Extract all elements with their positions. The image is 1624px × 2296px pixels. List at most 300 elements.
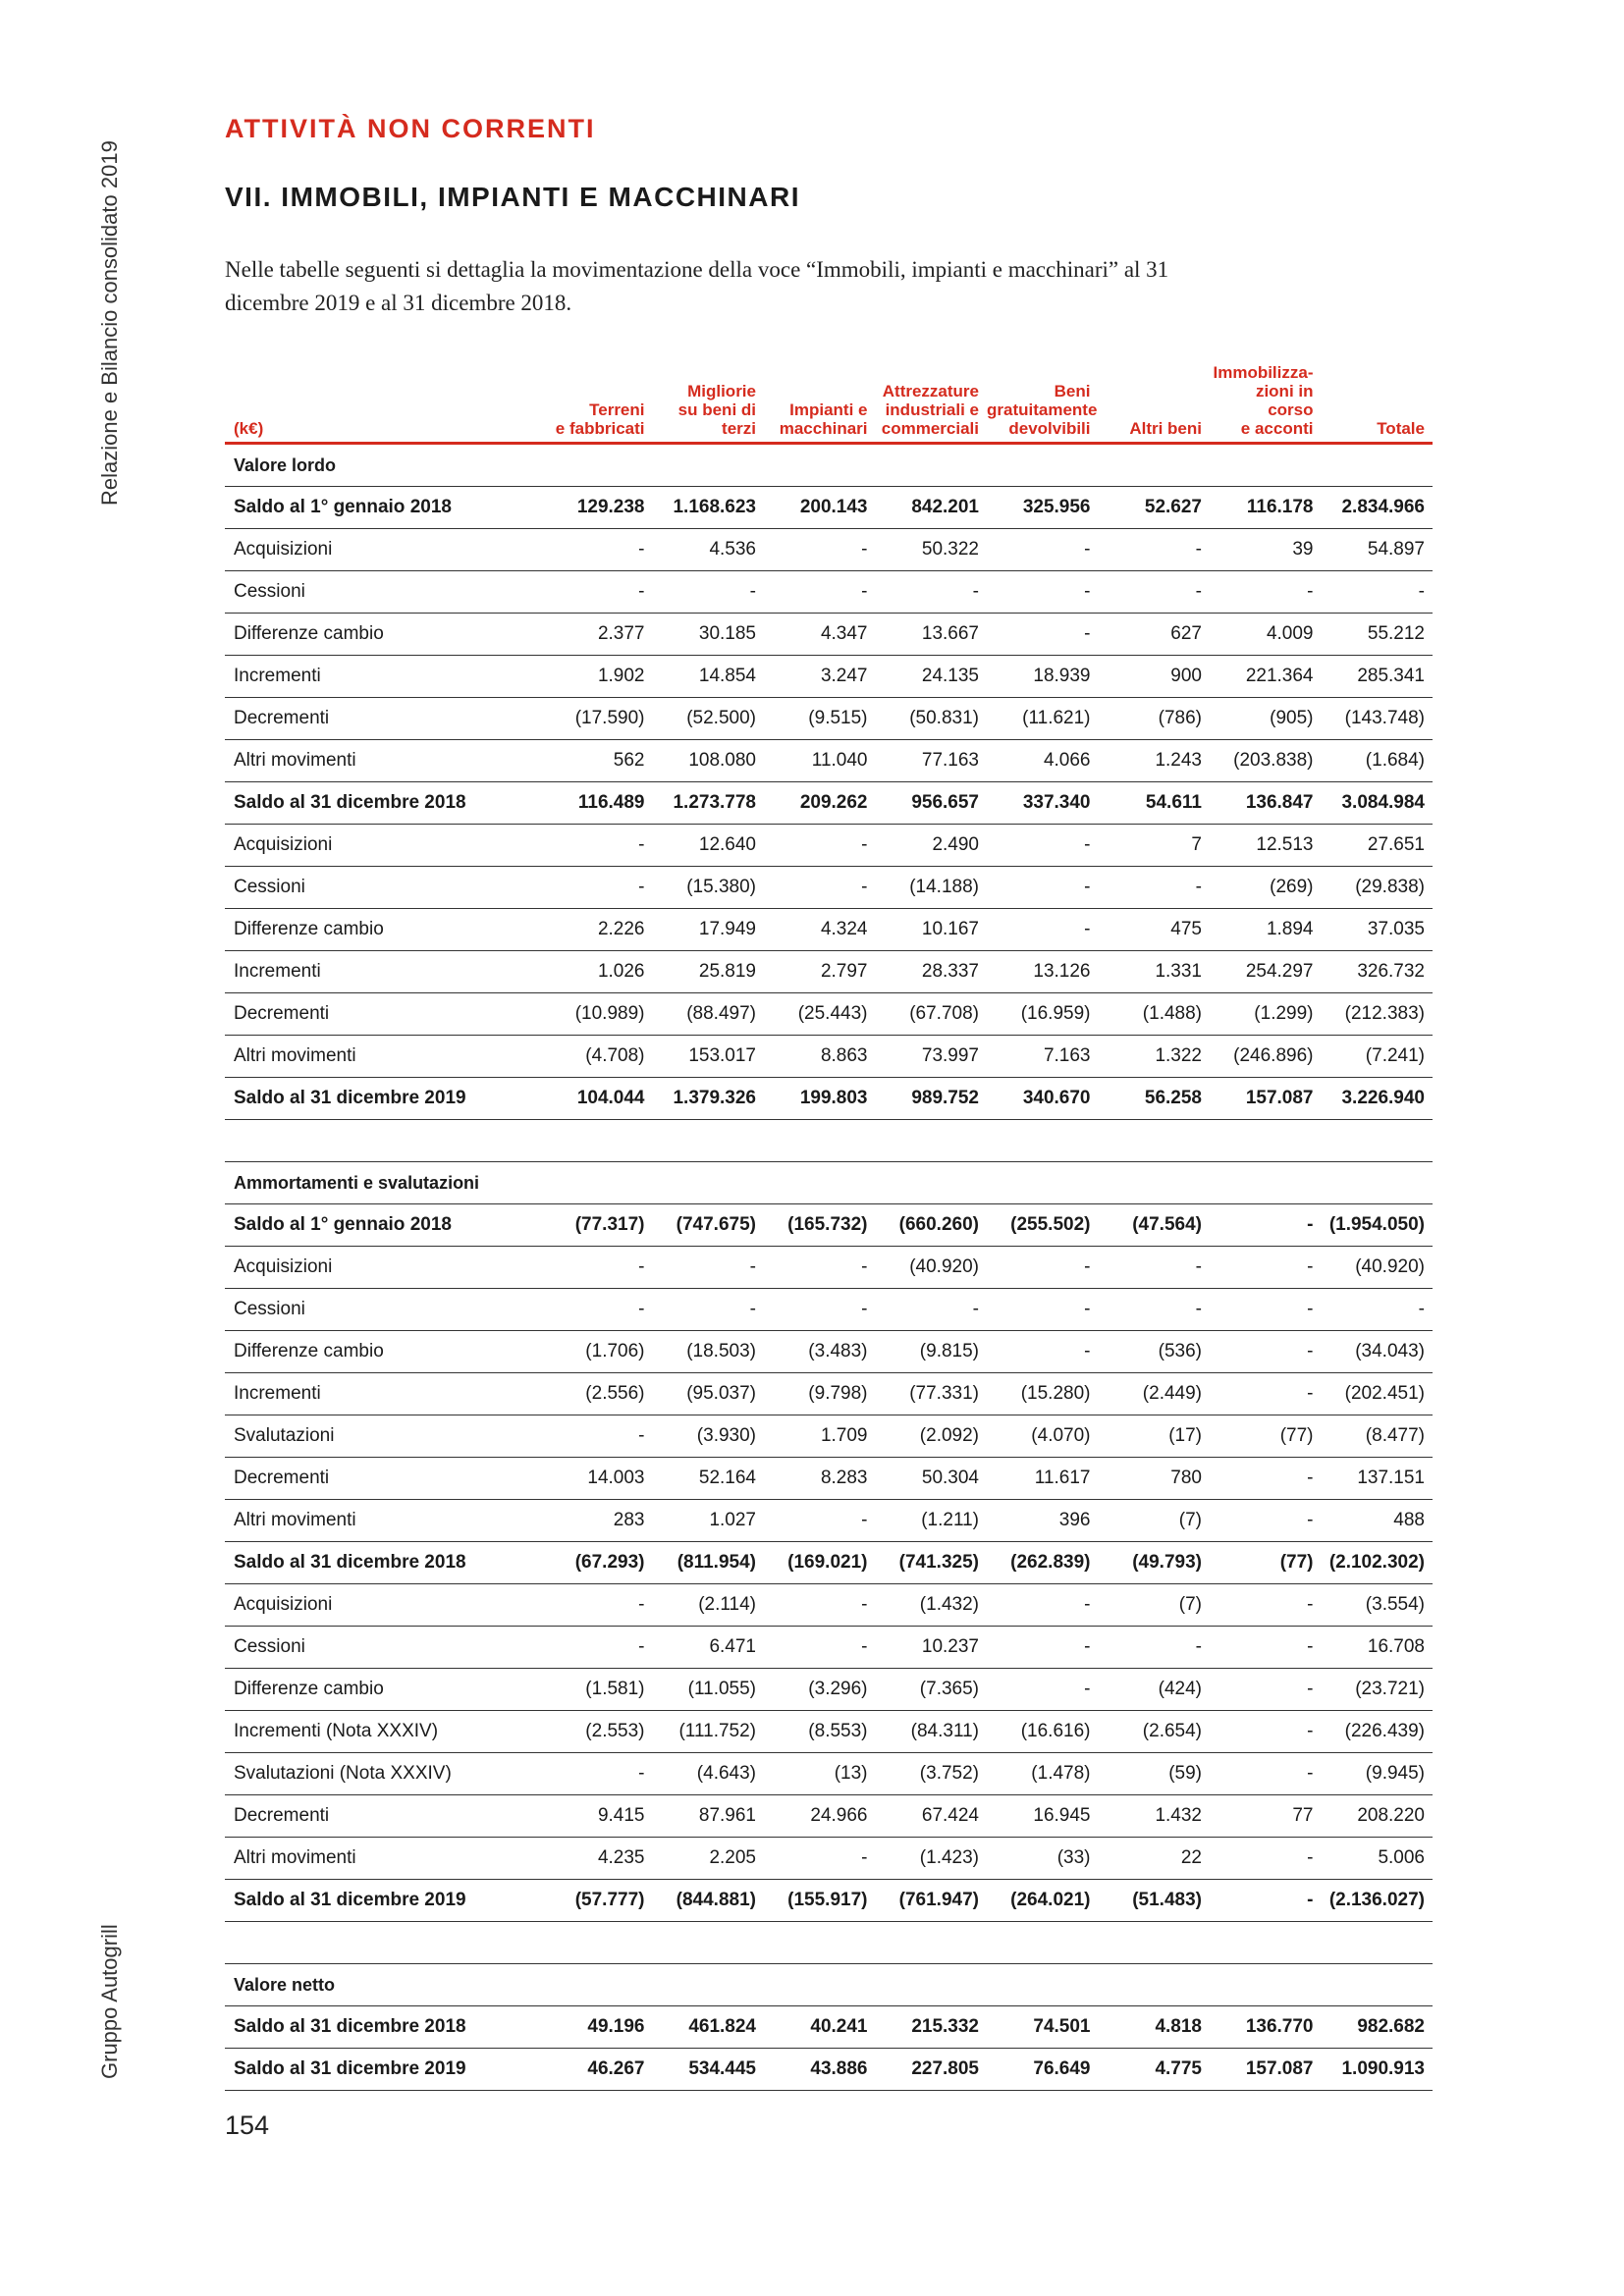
table-cell: - — [987, 1627, 1099, 1669]
table-cell: - — [1210, 1627, 1322, 1669]
row-label: Incrementi — [225, 951, 541, 993]
table-cell: - — [541, 1415, 653, 1458]
chapter-title: VII. IMMOBILI, IMPIANTI E MACCHINARI — [225, 182, 800, 212]
table-cell: 116.178 — [1210, 487, 1322, 529]
table-cell: - — [764, 1627, 876, 1669]
table-cell: 283 — [541, 1500, 653, 1542]
column-header — [541, 361, 653, 444]
table-cell: - — [1099, 1289, 1211, 1331]
table-cell: - — [541, 867, 653, 909]
table-cell: (2.114) — [653, 1584, 765, 1627]
column-header — [653, 361, 765, 444]
row-label: Altri movimenti — [225, 1036, 541, 1078]
table-cell: (77.317) — [541, 1204, 653, 1247]
spacer-cell — [225, 1120, 1433, 1162]
row-label: Saldo al 31 dicembre 2018 — [225, 2006, 541, 2049]
table-cell: 4.009 — [1210, 614, 1322, 656]
table-row — [225, 1331, 1433, 1373]
table-cell: 1.322 — [1099, 1036, 1211, 1078]
table-cell: 2.226 — [541, 909, 653, 951]
section-row — [225, 1964, 1433, 2006]
unit-header: (k€) — [234, 419, 264, 438]
table-cell: - — [653, 1247, 765, 1289]
table-cell: 956.657 — [876, 782, 988, 825]
row-label: Decrementi — [225, 698, 541, 740]
table-cell: - — [764, 867, 876, 909]
section-row — [225, 1162, 1433, 1204]
table-cell: 9.415 — [541, 1795, 653, 1838]
table-cell: 14.854 — [653, 656, 765, 698]
table-cell: 17.949 — [653, 909, 765, 951]
table-cell: - — [653, 1289, 765, 1331]
table-cell: - — [1210, 1669, 1322, 1711]
section-label: Ammortamenti e svalutazioni — [225, 1162, 1433, 1204]
table-cell: - — [541, 1584, 653, 1627]
table-cell: (4.708) — [541, 1036, 653, 1078]
table-cell: (29.838) — [1322, 867, 1434, 909]
table-cell: 1.902 — [541, 656, 653, 698]
table-cell: (15.280) — [987, 1373, 1099, 1415]
table-cell: 842.201 — [876, 487, 988, 529]
column-header-line: Immobilizza- — [1213, 363, 1314, 382]
table-cell: (13) — [764, 1753, 876, 1795]
table-cell: 24.135 — [876, 656, 988, 698]
table-cell: - — [541, 1289, 653, 1331]
table-row — [225, 1627, 1433, 1669]
table-row — [225, 1247, 1433, 1289]
table-cell: - — [987, 1669, 1099, 1711]
table-cell: 4.347 — [764, 614, 876, 656]
table-cell: 12.640 — [653, 825, 765, 867]
table-cell: - — [1210, 1247, 1322, 1289]
column-header-line: Totale — [1377, 419, 1425, 438]
row-label: Incrementi — [225, 1373, 541, 1415]
table-cell: 325.956 — [987, 487, 1099, 529]
table-cell: - — [1210, 1880, 1322, 1922]
table-cell: 27.651 — [1322, 825, 1434, 867]
table-cell: 16.945 — [987, 1795, 1099, 1838]
table-cell: (660.260) — [876, 1204, 988, 1247]
column-header — [764, 361, 876, 444]
table-cell: - — [1322, 1289, 1434, 1331]
table-cell: (11.055) — [653, 1669, 765, 1711]
table-cell: (51.483) — [1099, 1880, 1211, 1922]
table-cell: 475 — [1099, 909, 1211, 951]
table-cell: 4.066 — [987, 740, 1099, 782]
table-cell: - — [1210, 1289, 1322, 1331]
table-row — [225, 614, 1433, 656]
table-cell: (212.383) — [1322, 993, 1434, 1036]
table-cell: - — [541, 1753, 653, 1795]
table-cell: 104.044 — [541, 1078, 653, 1120]
table-cell: - — [1210, 1500, 1322, 1542]
balance-row — [225, 1880, 1433, 1922]
table-cell: 1.027 — [653, 1500, 765, 1542]
table-cell: - — [1210, 1838, 1322, 1880]
column-header-line: Migliorie — [687, 382, 756, 400]
row-label: Decrementi — [225, 1458, 541, 1500]
row-label: Saldo al 1° gennaio 2018 — [225, 1204, 541, 1247]
table-body — [225, 444, 1433, 2091]
table-cell: 7.163 — [987, 1036, 1099, 1078]
table-cell: - — [764, 1584, 876, 1627]
column-header — [876, 361, 988, 444]
table-cell: (49.793) — [1099, 1542, 1211, 1584]
table-cell: (10.989) — [541, 993, 653, 1036]
table-cell: (84.311) — [876, 1711, 988, 1753]
table-cell: 30.185 — [653, 614, 765, 656]
table-cell: 50.322 — [876, 529, 988, 571]
table-cell: 209.262 — [764, 782, 876, 825]
row-label: Incrementi — [225, 656, 541, 698]
table-cell: 2.377 — [541, 614, 653, 656]
spacer-cell — [225, 1922, 1433, 1964]
row-label: Saldo al 31 dicembre 2018 — [225, 782, 541, 825]
table-cell: 37.035 — [1322, 909, 1434, 951]
row-label: Differenze cambio — [225, 1669, 541, 1711]
table-row — [225, 825, 1433, 867]
table-cell: 12.513 — [1210, 825, 1322, 867]
table-cell: 1.331 — [1099, 951, 1211, 993]
table-cell: 137.151 — [1322, 1458, 1434, 1500]
table-cell: (2.136.027) — [1322, 1880, 1434, 1922]
row-label: Cessioni — [225, 1289, 541, 1331]
table-cell: (2.449) — [1099, 1373, 1211, 1415]
table-row — [225, 1458, 1433, 1500]
page-number: 154 — [225, 2110, 270, 2140]
table-cell: (262.839) — [987, 1542, 1099, 1584]
table-cell: (2.092) — [876, 1415, 988, 1458]
row-label: Cessioni — [225, 1627, 541, 1669]
row-label: Acquisizioni — [225, 825, 541, 867]
table-cell: 67.424 — [876, 1795, 988, 1838]
column-header-line: su beni di — [677, 400, 756, 419]
table-cell: 49.196 — [541, 2006, 653, 2049]
table-cell: - — [1210, 1458, 1322, 1500]
table-cell: (111.752) — [653, 1711, 765, 1753]
column-header-line: devolvibili — [1008, 419, 1091, 438]
table-cell: (202.451) — [1322, 1373, 1434, 1415]
table-cell: 1.379.326 — [653, 1078, 765, 1120]
table-cell: (3.930) — [653, 1415, 765, 1458]
table-cell: 74.501 — [987, 2006, 1099, 2049]
table-row — [225, 1415, 1433, 1458]
table-cell: - — [1099, 529, 1211, 571]
table-cell: 56.258 — [1099, 1078, 1211, 1120]
balance-row — [225, 1078, 1433, 1120]
table-cell: 157.087 — [1210, 2049, 1322, 2091]
table-row — [225, 571, 1433, 614]
table-cell: - — [987, 1247, 1099, 1289]
table-cell: 1.894 — [1210, 909, 1322, 951]
table-cell: (77) — [1210, 1542, 1322, 1584]
table-cell: - — [1210, 1373, 1322, 1415]
table-cell: - — [764, 1247, 876, 1289]
section-title: ATTIVITÀ NON CORRENTI — [225, 114, 596, 143]
table-cell: - — [764, 825, 876, 867]
balance-row — [225, 782, 1433, 825]
table-cell: (9.815) — [876, 1331, 988, 1373]
row-label: Decrementi — [225, 1795, 541, 1838]
column-header-line: e acconti — [1240, 419, 1314, 438]
table-cell: - — [987, 867, 1099, 909]
table-cell: 562 — [541, 740, 653, 782]
table-cell: - — [764, 529, 876, 571]
table-cell: 136.770 — [1210, 2006, 1322, 2049]
table-cell: - — [987, 571, 1099, 614]
table-cell: (255.502) — [987, 1204, 1099, 1247]
table-cell: - — [1099, 1627, 1211, 1669]
table-cell: 116.489 — [541, 782, 653, 825]
table-cell: (77) — [1210, 1415, 1322, 1458]
table-cell: 215.332 — [876, 2006, 988, 2049]
table-cell: 14.003 — [541, 1458, 653, 1500]
table-cell: 77 — [1210, 1795, 1322, 1838]
table-cell: (811.954) — [653, 1542, 765, 1584]
table-cell: 73.997 — [876, 1036, 988, 1078]
table-cell: (3.296) — [764, 1669, 876, 1711]
table-cell: (52.500) — [653, 698, 765, 740]
table-cell: - — [987, 909, 1099, 951]
balance-row — [225, 2006, 1433, 2049]
fixed-assets-table — [225, 361, 1433, 2091]
table-cell: (23.721) — [1322, 1669, 1434, 1711]
table-row — [225, 909, 1433, 951]
table-cell: (424) — [1099, 1669, 1211, 1711]
table-cell: (67.293) — [541, 1542, 653, 1584]
table-cell: (2.102.302) — [1322, 1542, 1434, 1584]
table-cell: 200.143 — [764, 487, 876, 529]
table-cell: (7) — [1099, 1584, 1211, 1627]
table-cell: 11.040 — [764, 740, 876, 782]
table-cell: 87.961 — [653, 1795, 765, 1838]
table-cell: 1.273.778 — [653, 782, 765, 825]
table-cell: 55.212 — [1322, 614, 1434, 656]
table-cell: (2.654) — [1099, 1711, 1211, 1753]
table-cell: 54.897 — [1322, 529, 1434, 571]
column-header-line: gratuitamente — [987, 400, 1098, 419]
table-cell: (88.497) — [653, 993, 765, 1036]
section-label: Valore netto — [225, 1964, 1433, 2006]
table-cell: 7 — [1099, 825, 1211, 867]
table-cell: 16.708 — [1322, 1627, 1434, 1669]
column-header — [1322, 361, 1434, 444]
table-cell: (15.380) — [653, 867, 765, 909]
table-cell: 4.324 — [764, 909, 876, 951]
table-cell: 25.819 — [653, 951, 765, 993]
column-header-line: e fabbricati — [555, 419, 645, 438]
table-cell: 780 — [1099, 1458, 1211, 1500]
table-cell: 221.364 — [1210, 656, 1322, 698]
company-name-vertical: Gruppo Autogrill — [97, 1924, 122, 2079]
table-header-row — [225, 361, 1433, 444]
table-cell: 1.709 — [764, 1415, 876, 1458]
table-cell: - — [987, 1289, 1099, 1331]
table-cell: 8.863 — [764, 1036, 876, 1078]
column-header — [987, 361, 1099, 444]
row-label: Saldo al 31 dicembre 2019 — [225, 1880, 541, 1922]
table-cell: (2.553) — [541, 1711, 653, 1753]
table-cell: - — [541, 1247, 653, 1289]
table-cell: (203.838) — [1210, 740, 1322, 782]
table-cell: 627 — [1099, 614, 1211, 656]
table-cell: (16.959) — [987, 993, 1099, 1036]
table-cell: - — [764, 571, 876, 614]
spacer-row — [225, 1120, 1433, 1162]
table-cell: - — [876, 1289, 988, 1331]
row-label: Cessioni — [225, 867, 541, 909]
table-cell: (1.954.050) — [1322, 1204, 1434, 1247]
table-row — [225, 951, 1433, 993]
table-cell: - — [1210, 1204, 1322, 1247]
table-cell: 8.283 — [764, 1458, 876, 1500]
table-cell: 3.226.940 — [1322, 1078, 1434, 1120]
table-cell: (761.947) — [876, 1880, 988, 1922]
table-cell: (905) — [1210, 698, 1322, 740]
row-label: Svalutazioni — [225, 1415, 541, 1458]
column-header-line: Impianti e — [789, 400, 868, 419]
table-cell: (9.798) — [764, 1373, 876, 1415]
table-cell: (1.478) — [987, 1753, 1099, 1795]
table-cell: 4.235 — [541, 1838, 653, 1880]
row-label: Acquisizioni — [225, 1247, 541, 1289]
table-cell: (536) — [1099, 1331, 1211, 1373]
column-header — [1210, 361, 1322, 444]
table-row — [225, 867, 1433, 909]
table-cell: (25.443) — [764, 993, 876, 1036]
table-cell: 488 — [1322, 1500, 1434, 1542]
table-cell: 136.847 — [1210, 782, 1322, 825]
table-cell: 900 — [1099, 656, 1211, 698]
table-cell: 157.087 — [1210, 1078, 1322, 1120]
table-cell: (47.564) — [1099, 1204, 1211, 1247]
table-cell: - — [1099, 571, 1211, 614]
table-cell: 10.167 — [876, 909, 988, 951]
table-cell: (17) — [1099, 1415, 1211, 1458]
column-header-line: Altri beni — [1129, 419, 1202, 438]
table-cell: 340.670 — [987, 1078, 1099, 1120]
table-cell: 199.803 — [764, 1078, 876, 1120]
table-cell: - — [987, 614, 1099, 656]
table-cell: (1.488) — [1099, 993, 1211, 1036]
table-cell: (3.483) — [764, 1331, 876, 1373]
table-cell: (155.917) — [764, 1880, 876, 1922]
table-cell: - — [541, 825, 653, 867]
table-cell: 108.080 — [653, 740, 765, 782]
table-cell: - — [987, 529, 1099, 571]
table-cell: 77.163 — [876, 740, 988, 782]
table-cell: 3.084.984 — [1322, 782, 1434, 825]
table-cell: (1.581) — [541, 1669, 653, 1711]
table-cell: - — [653, 571, 765, 614]
table-cell: (1.432) — [876, 1584, 988, 1627]
column-header-line: Beni — [1054, 382, 1091, 400]
table-cell: 18.939 — [987, 656, 1099, 698]
table-row — [225, 1036, 1433, 1078]
table-cell: (4.070) — [987, 1415, 1099, 1458]
balance-row — [225, 1542, 1433, 1584]
table-cell: 43.886 — [764, 2049, 876, 2091]
table-cell: (9.515) — [764, 698, 876, 740]
row-label: Saldo al 1° gennaio 2018 — [225, 487, 541, 529]
table-cell: (1.299) — [1210, 993, 1322, 1036]
table-cell: (7.241) — [1322, 1036, 1434, 1078]
table-cell: (33) — [987, 1838, 1099, 1880]
table-cell: 10.237 — [876, 1627, 988, 1669]
table-cell: (1.211) — [876, 1500, 988, 1542]
table-cell: 1.026 — [541, 951, 653, 993]
row-label: Differenze cambio — [225, 1331, 541, 1373]
row-label: Differenze cambio — [225, 909, 541, 951]
table-cell: 227.805 — [876, 2049, 988, 2091]
table-cell: 1.168.623 — [653, 487, 765, 529]
table-cell: (40.920) — [876, 1247, 988, 1289]
balance-row — [225, 2049, 1433, 2091]
table-cell: (269) — [1210, 867, 1322, 909]
table-cell: 2.797 — [764, 951, 876, 993]
table-cell: - — [541, 571, 653, 614]
table-cell: (246.896) — [1210, 1036, 1322, 1078]
table-cell: 13.126 — [987, 951, 1099, 993]
table-row — [225, 529, 1433, 571]
table-row — [225, 1373, 1433, 1415]
table-cell: (8.477) — [1322, 1415, 1434, 1458]
table-cell: (67.708) — [876, 993, 988, 1036]
table-cell: (3.554) — [1322, 1584, 1434, 1627]
table-cell: - — [764, 1289, 876, 1331]
table-cell: 461.824 — [653, 2006, 765, 2049]
table-cell: - — [987, 1584, 1099, 1627]
table-cell: (2.556) — [541, 1373, 653, 1415]
table-cell: - — [764, 1838, 876, 1880]
table-cell: 24.966 — [764, 1795, 876, 1838]
row-label: Altri movimenti — [225, 1500, 541, 1542]
table-cell: - — [1210, 1711, 1322, 1753]
table-row — [225, 1711, 1433, 1753]
table-cell: 40.241 — [764, 2006, 876, 2049]
table-cell: 4.818 — [1099, 2006, 1211, 2049]
row-label: Differenze cambio — [225, 614, 541, 656]
table-cell: (14.188) — [876, 867, 988, 909]
row-label: Acquisizioni — [225, 529, 541, 571]
table-cell: 3.247 — [764, 656, 876, 698]
table-cell: 989.752 — [876, 1078, 988, 1120]
table-cell: (95.037) — [653, 1373, 765, 1415]
table-cell: - — [1210, 1584, 1322, 1627]
table-cell: 28.337 — [876, 951, 988, 993]
table-cell: (59) — [1099, 1753, 1211, 1795]
table-row — [225, 1795, 1433, 1838]
table-cell: 153.017 — [653, 1036, 765, 1078]
table-row — [225, 1289, 1433, 1331]
table-cell: - — [987, 825, 1099, 867]
table-cell: (50.831) — [876, 698, 988, 740]
table-cell: 13.667 — [876, 614, 988, 656]
row-label: Saldo al 31 dicembre 2018 — [225, 1542, 541, 1584]
table-cell: (1.423) — [876, 1838, 988, 1880]
table-cell: 5.006 — [1322, 1838, 1434, 1880]
table-cell: 1.243 — [1099, 740, 1211, 782]
table-cell: 285.341 — [1322, 656, 1434, 698]
table-cell: (11.621) — [987, 698, 1099, 740]
table-cell: (169.021) — [764, 1542, 876, 1584]
table-cell: (786) — [1099, 698, 1211, 740]
table-row — [225, 1669, 1433, 1711]
table-cell: 396 — [987, 1500, 1099, 1542]
column-header-line: terzi — [722, 419, 756, 438]
table-cell: (1.706) — [541, 1331, 653, 1373]
table-cell: (844.881) — [653, 1880, 765, 1922]
